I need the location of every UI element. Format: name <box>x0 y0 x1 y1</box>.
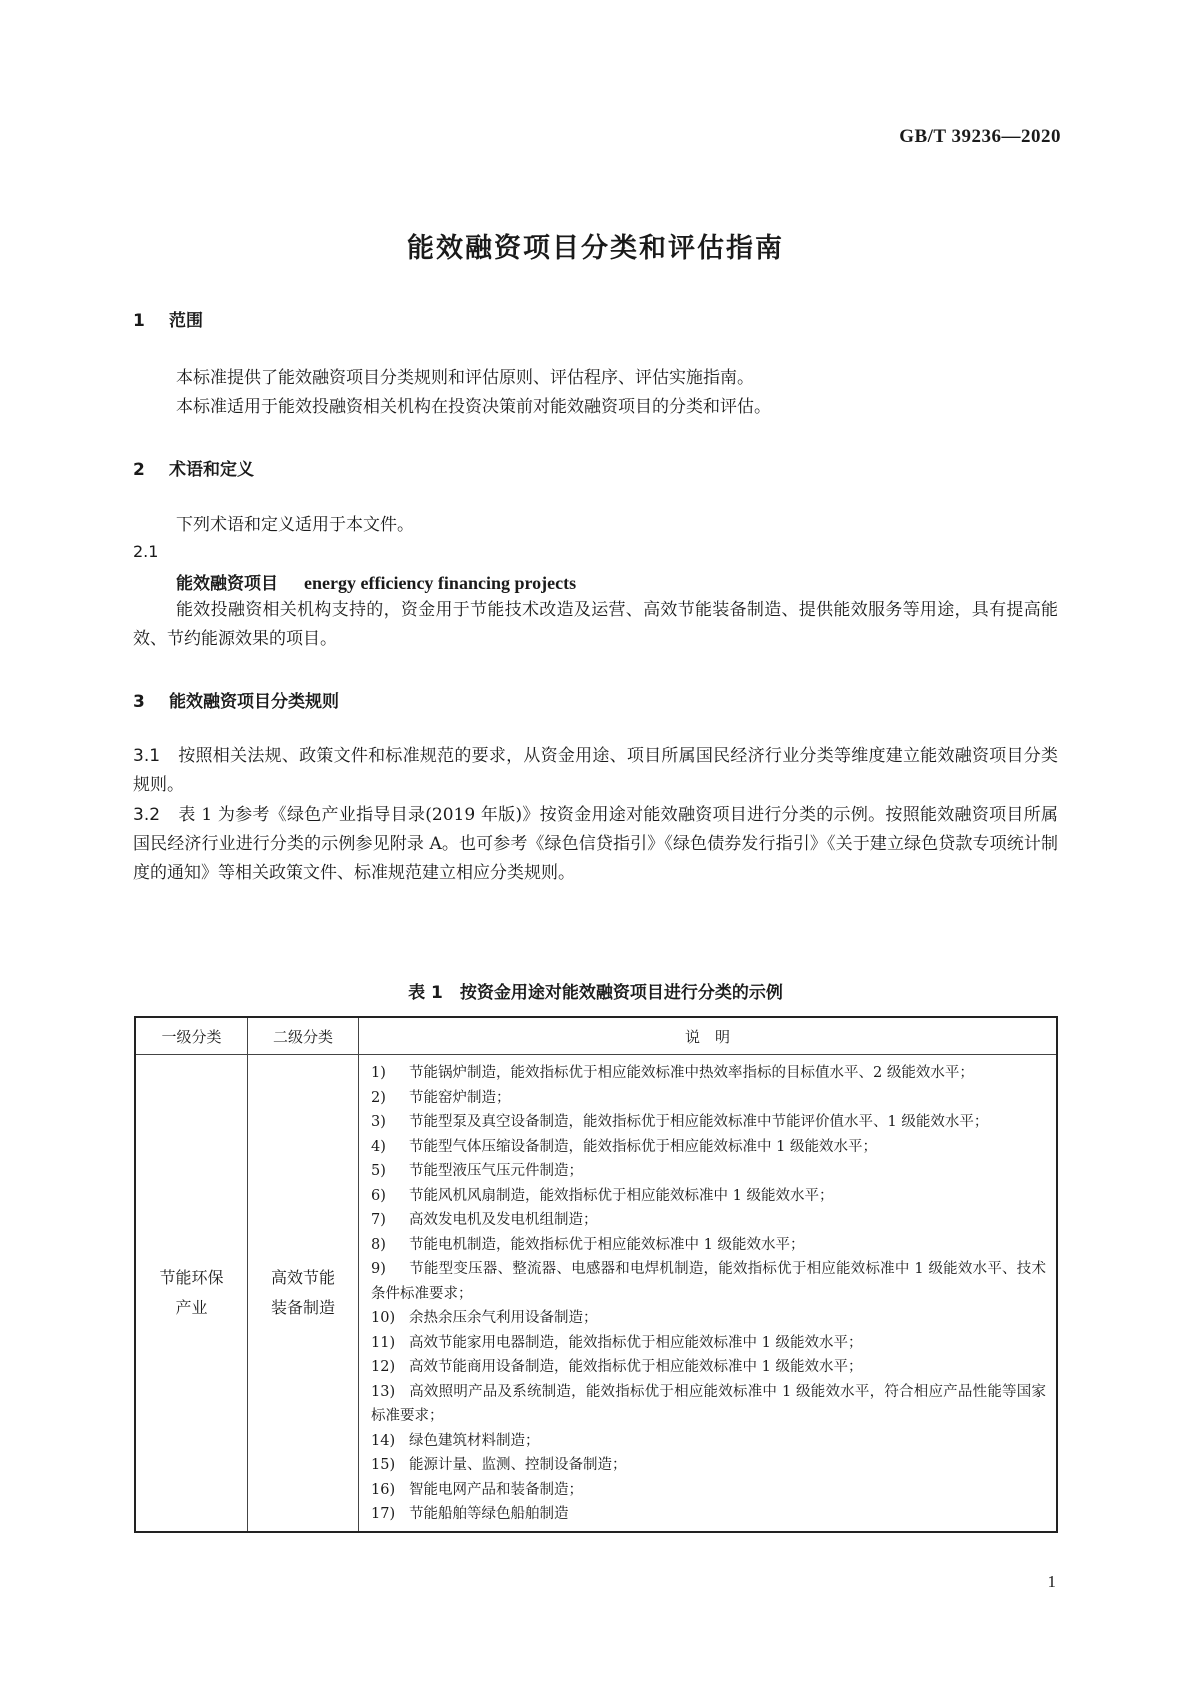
item-number: 1) <box>371 1065 386 1081</box>
page-number: 1 <box>1047 1572 1056 1591</box>
category-line: 节能环保 <box>159 1267 224 1287</box>
item-number: 2) <box>371 1089 386 1106</box>
list-item <box>371 1306 1046 1331</box>
item-text: 绿色建筑材料制造； <box>409 1432 540 1449</box>
description-cell <box>359 1055 1058 1532</box>
term-definition: 能效投融资相关机构支持的，资金用于节能技术改造及运营、高效节能装备制造、提供能效服务等用途，具有提高能效、节约能源效果的项目。 <box>133 600 1058 649</box>
subcategory-line: 高效节能 <box>270 1267 335 1287</box>
scope-paragraph-1: 本标准提供了能效融资项目分类规则和评估原则、评估程序、评估实施指南。 <box>176 368 754 388</box>
item-text: 节能型气体压缩设备制造，能效指标优于相应能效标准中 1 级能效水平； <box>409 1138 877 1155</box>
terms-intro: 下列术语和定义适用于本文件。 <box>176 515 414 535</box>
list-item <box>371 1453 1046 1478</box>
list-item <box>371 1110 1046 1135</box>
table-header-row <box>135 1017 1057 1055</box>
item-text: 节能型变压器、整流器、电感器和电焊机制造，能效指标优于相应能效标准中 1 级能效水平、技术条件标准要求； <box>371 1261 1046 1302</box>
document-title: 能效融资项目分类和评估指南 <box>407 233 784 264</box>
item-text: 节能锅炉制造，能效指标优于相应能效标准中热效率指标的目标值水平、2 级能效水平； <box>409 1065 974 1081</box>
list-item <box>371 1429 1046 1454</box>
item-text: 高效节能家用电器制造，能效指标优于相应能效标准中 1 级能效水平； <box>409 1334 863 1351</box>
list-item <box>371 1086 1046 1111</box>
list-item <box>371 1478 1046 1503</box>
section-number: 3 <box>133 692 145 712</box>
item-text: 节能型泵及真空设备制造，能效指标优于相应能效标准中节能评价值水平、1 级能效水平； <box>409 1114 989 1130</box>
item-text: 节能型液压气压元件制造； <box>409 1163 583 1179</box>
list-item <box>371 1061 1046 1086</box>
item-number: 6) <box>371 1187 386 1204</box>
clause-number: 3.2 <box>133 805 161 825</box>
item-text: 节能船舶等绿色船舶制造 <box>409 1506 569 1522</box>
category-cell <box>135 1055 248 1532</box>
term-chinese: 能效融资项目 <box>176 574 278 594</box>
list-item <box>371 1135 1046 1160</box>
section-3-heading <box>133 687 339 712</box>
item-text: 节能电机制造，能效指标优于相应能效标准中 1 级能效水平； <box>409 1236 805 1253</box>
list-item <box>371 1257 1046 1306</box>
section-2-heading <box>133 455 254 480</box>
item-number: 13) <box>371 1383 396 1400</box>
item-number: 11) <box>371 1334 396 1351</box>
list-item <box>371 1355 1046 1380</box>
item-text: 节能窑炉制造； <box>409 1089 511 1106</box>
list-item <box>371 1208 1046 1233</box>
clause-text: 表 1 为参考《绿色产业指导目录(2019 年版)》按资金用途对能效融资项目进行分类的示例。按照能效融资项目所属国民经济行业进行分类的示例参见附录 A。也可参考《绿色信贷指引》《绿色债券发行指引》《关于建立绿色贷款专项统计制度的通知》等相关政策文件、标准规范建立相应分类规则。 <box>133 805 1058 883</box>
list-item <box>371 1233 1046 1258</box>
item-text: 余热余压余气利用设备制造； <box>409 1310 598 1326</box>
table-row <box>135 1055 1057 1532</box>
clause-3-1 <box>133 742 1058 800</box>
table-title: 表 1 按资金用途对能效融资项目进行分类的示例 <box>408 983 783 1003</box>
section-number: 1 <box>133 311 145 331</box>
category-line: 产业 <box>175 1297 208 1317</box>
column-header-level1: 一级分类 <box>135 1017 248 1055</box>
term-english: energy efficiency financing projects <box>304 573 577 593</box>
item-text: 高效照明产品及系统制造，能效指标优于相应能效标准中 1 级能效水平，符合相应产品性能等国家标准要求； <box>371 1383 1046 1424</box>
item-number: 3) <box>371 1114 386 1130</box>
item-text: 智能电网产品和装备制造； <box>409 1481 583 1498</box>
subcategory-line: 装备制造 <box>270 1297 335 1317</box>
list-item <box>371 1159 1046 1184</box>
clause-text: 按照相关法规、政策文件和标准规范的要求，从资金用途、项目所属国民经济行业分类等维度建立能效融资项目分类规则。 <box>133 746 1058 795</box>
subcategory-cell <box>248 1055 359 1532</box>
list-item <box>371 1380 1046 1429</box>
list-item <box>371 1502 1046 1527</box>
item-text: 节能风机风扇制造，能效指标优于相应能效标准中 1 级能效水平； <box>409 1187 834 1204</box>
clause-3-2 <box>133 801 1058 888</box>
item-text: 能源计量、监测、控制设备制造； <box>409 1457 627 1473</box>
section-title: 术语和定义 <box>169 460 254 480</box>
item-number: 8) <box>371 1236 386 1253</box>
term-entry <box>176 569 576 594</box>
scope-paragraph-2: 本标准适用于能效投融资相关机构在投资决策前对能效融资项目的分类和评估。 <box>176 397 771 417</box>
item-number: 15) <box>371 1457 396 1473</box>
item-number: 7) <box>371 1212 386 1228</box>
term-number: 2.1 <box>133 542 159 561</box>
item-number: 5) <box>371 1163 386 1179</box>
section-number: 2 <box>133 460 145 480</box>
standard-code: GB/T 39236—2020 <box>899 126 1061 147</box>
item-number: 12) <box>371 1359 396 1375</box>
section-title: 能效融资项目分类规则 <box>169 692 339 712</box>
clause-number: 3.1 <box>133 746 161 766</box>
item-number: 17) <box>371 1506 396 1522</box>
section-1-heading <box>133 306 203 331</box>
item-number: 4) <box>371 1138 386 1155</box>
list-item <box>371 1331 1046 1356</box>
item-number: 16) <box>371 1481 396 1498</box>
section-title: 范围 <box>169 311 203 331</box>
column-header-description: 说 明 <box>359 1017 1058 1055</box>
column-header-level2: 二级分类 <box>248 1017 359 1055</box>
item-number: 14) <box>371 1432 396 1449</box>
item-text: 高效节能商用设备制造，能效指标优于相应能效标准中 1 级能效水平； <box>409 1359 863 1375</box>
item-number: 10) <box>371 1310 396 1326</box>
classification-table <box>134 1016 1058 1533</box>
item-text: 高效发电机及发电机组制造； <box>409 1212 598 1228</box>
list-item <box>371 1184 1046 1209</box>
item-number: 9) <box>371 1261 386 1277</box>
